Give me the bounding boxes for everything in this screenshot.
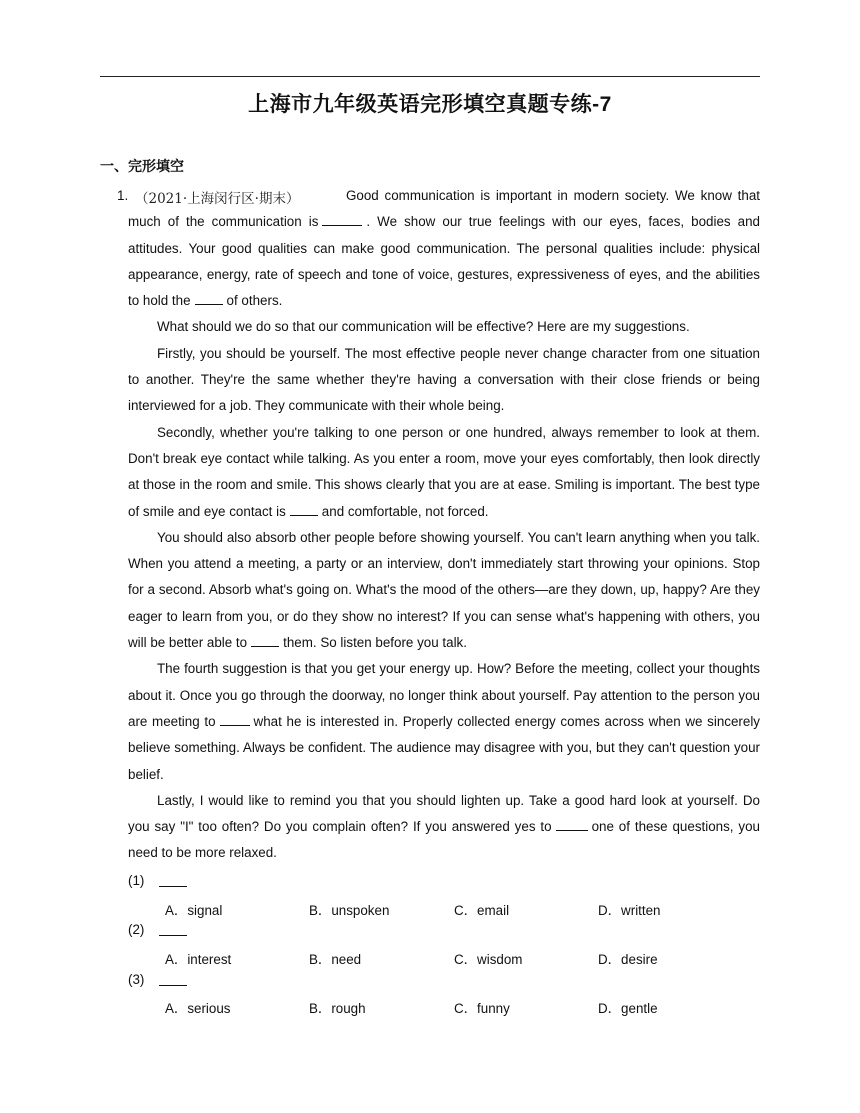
paragraph-4: Secondly, whether you're talking to one person or one hundred, always remember to look at them. Don't break eye contact while talking. As you enter a room, move your eyes comfortably, then look directly at those in the room and smile. This shows clearly that you are at ease. Smiling is important. The best type of smile and eye contact is and comfortable, not forced.: [128, 424, 760, 519]
question-label: (1): [128, 873, 145, 888]
section-heading: 一、完形填空: [100, 158, 184, 174]
answer-blank-2[interactable]: [195, 291, 223, 305]
paragraph-6: The fourth suggestion is that you get your energy up. How? Before the meeting, collect your thoughts about it. Once you go through the doorway, no longer think about yourself. Pay attention to the person you are meeting to what he is interested in. Properly collected energy comes across when we sincerely believe something. Always be confident. The audience may disagree with you, but they can't question your belief.: [128, 661, 760, 782]
option-b[interactable]: B．unspoken: [309, 902, 390, 918]
question-label: (3): [128, 971, 145, 987]
question-item-3: [128, 969, 760, 994]
option-d[interactable]: D．desire: [598, 952, 658, 968]
option-c[interactable]: C．email: [454, 902, 510, 918]
option-d[interactable]: D．gentle: [598, 1001, 658, 1017]
option-b[interactable]: B．need: [309, 952, 362, 968]
answer-blank-3[interactable]: [290, 502, 318, 516]
option-b[interactable]: B．rough: [309, 1001, 366, 1017]
answer-blank-1[interactable]: [322, 212, 362, 226]
header-rule: [100, 76, 760, 77]
answer-blank-4[interactable]: [251, 633, 279, 647]
question-blank[interactable]: [159, 935, 187, 936]
option-c[interactable]: C．funny: [454, 1001, 510, 1017]
option-c[interactable]: C．wisdom: [454, 952, 523, 968]
passage: [128, 183, 760, 867]
option-a[interactable]: A．interest: [165, 952, 232, 968]
paragraph-2: What should we do so that our communication will be effective? Here are my suggestions.: [157, 319, 690, 335]
paragraph-3: Firstly, you should be yourself. The most effective people never change character from one situation to another. They're the same whether they're having a conversation with their close friends or being interviewed for a job. They communicate with their whole being.: [128, 345, 760, 414]
question-number: 1.: [117, 188, 129, 203]
paragraph-5: You should also absorb other people before showing yourself. You can't learn anything when you talk. When you attend a meeting, a party or an interview, don't immediately start throwing your opinions. Stop for a second. Absorb what's going on. What's the mood of the others—are they down, up, happy? Are they eager to learn from you, or do they show no interest? If you can sense what's happening with others, you will be better able to them. So listen before you talk.: [128, 529, 760, 651]
option-a[interactable]: A．serious: [165, 1001, 231, 1017]
question-source: （2021·上海闵行区·期末）: [135, 191, 300, 207]
question-blank[interactable]: [159, 985, 187, 986]
option-a[interactable]: A．signal: [165, 902, 223, 918]
question-label: (2): [128, 922, 145, 938]
page-title: 上海市九年级英语完形填空真题专练-7: [248, 93, 612, 116]
option-d[interactable]: D．written: [598, 902, 661, 918]
options-row-3: [128, 993, 760, 1018]
answer-blank-5[interactable]: [220, 712, 250, 726]
choice-questions: [128, 870, 760, 1018]
answer-blank-6[interactable]: [556, 817, 588, 831]
options-row-2: [128, 944, 760, 969]
paragraph-7: Lastly, I would like to remind you that you should lighten up. Take a good hard look at yourself. Do you say "I" too often? Do you complain often? If you answered yes to one of these questions, you need to be more relaxed.: [128, 792, 760, 861]
question-blank[interactable]: [159, 886, 187, 887]
options-row-1: [128, 895, 760, 920]
question-item-2: [128, 919, 760, 944]
question-item-1: [128, 870, 760, 895]
paragraph-1: Good communication is important in modern society. We know that much of the communication is . We show our true feelings with our eyes, faces, bodies and attitudes. Your good qualities can make good communication. The personal qualities include: physical appearance, energy, rate of speech and tone of voice, gestures, expressiveness of eyes, and the abilities to hold the of others.: [128, 188, 760, 309]
